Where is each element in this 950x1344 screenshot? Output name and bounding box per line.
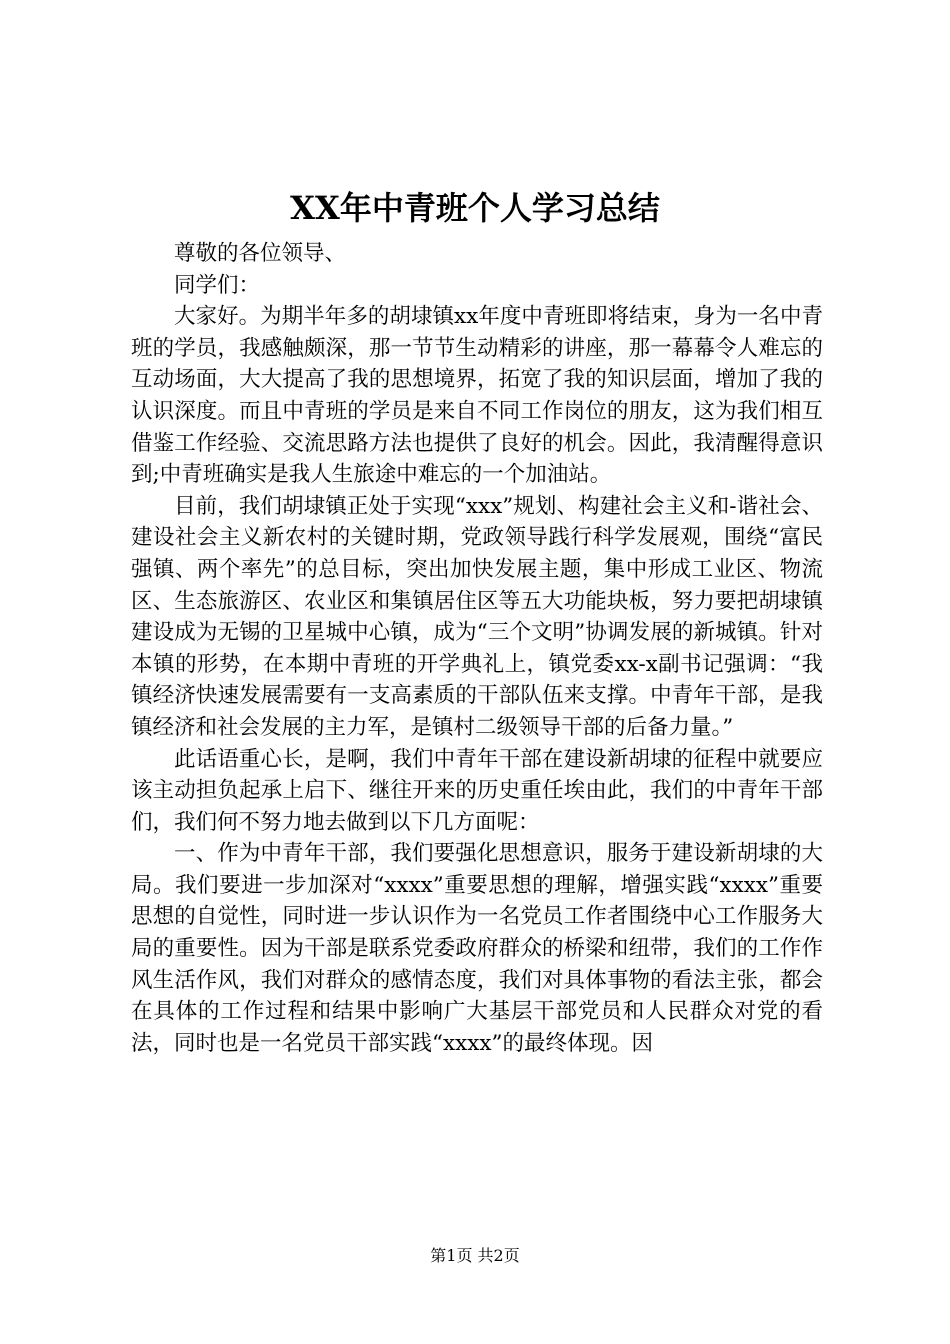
document-body: [131, 238, 823, 1059]
document-title: XX年中青班个人学习总结: [290, 189, 660, 227]
paragraph-situation: 目前，我们胡埭镇正处于实现“xxx”规划、构建社会主义和-谐社会、建设社会主义新农村的关键时期，党政领导践行科学发展观，围绕“富民强镇、两个率先”的总目标，突出加快发展主题，集中形成工业区、物流区、生态旅游区、农业区和集镇居住区等五大功能块板，努力要把胡埭镇建设成为无锡的卫星城中心镇，成为“三个文明”协调发展的新城镇。针对本镇的形势，在本期中青班的开学典礼上，镇党委xx-x副书记强调：“我镇经济快速发展需要有一支高素质的干部队伍来支撑。中青年干部，是我镇经济和社会发展的主力军，是镇村二级领导干部的后备力量。”: [131, 493, 823, 740]
salutation-line-1: 尊敬的各位领导、: [174, 241, 347, 266]
salutation-line-2: 同学们：: [174, 272, 261, 298]
paragraph-reflection: 此话语重心长，是啊，我们中青年干部在建设新胡埭的征程中就要应该主动担负起承上启下、继往开来的历史重任埃由此，我们的中青年干部们，我们何不努力地去做到以下几方面呢：: [131, 746, 823, 835]
paragraph-point-one: 一、作为中青年干部，我们要强化思想意识，服务于建设新胡埭的大局。我们要进一步加深对“xxxx”重要思想的理解，增强实践“xxxx”重要思想的自觉性，同时进一步认识作为一名党员工作者围绕中心工作服务大局的重要性。因为干部是联系党委政府群众的桥梁和纽带，我们的工作作风生活作风，我们对群众的感情态度，我们对具体事物的看法主张，都会在具体的工作过程和结果中影响广大基层干部党员和人民群众对党的看法，同时也是一名党员干部实践“xxxx”的最终体现。因: [131, 841, 823, 1056]
page-number-footer: 第1页 共2页: [430, 1246, 520, 1265]
paragraph-opening: 大家好。为期半年多的胡埭镇xx年度中青班即将结束，身为一名中青班的学员，我感触颇深，那一节节生动精彩的讲座，那一幕幕令人难忘的互动场面，大大提高了我的思想境界，拓宽了我的知识层面，增加了我的认识深度。而且中青班的学员是来自不同工作岗位的朋友，这为我们相互借鉴工作经验、交流思路方法也提供了良好的机会。因此，我清醒得意识到;中青班确实是我人生旅途中难忘的一个加油站。: [131, 304, 823, 488]
